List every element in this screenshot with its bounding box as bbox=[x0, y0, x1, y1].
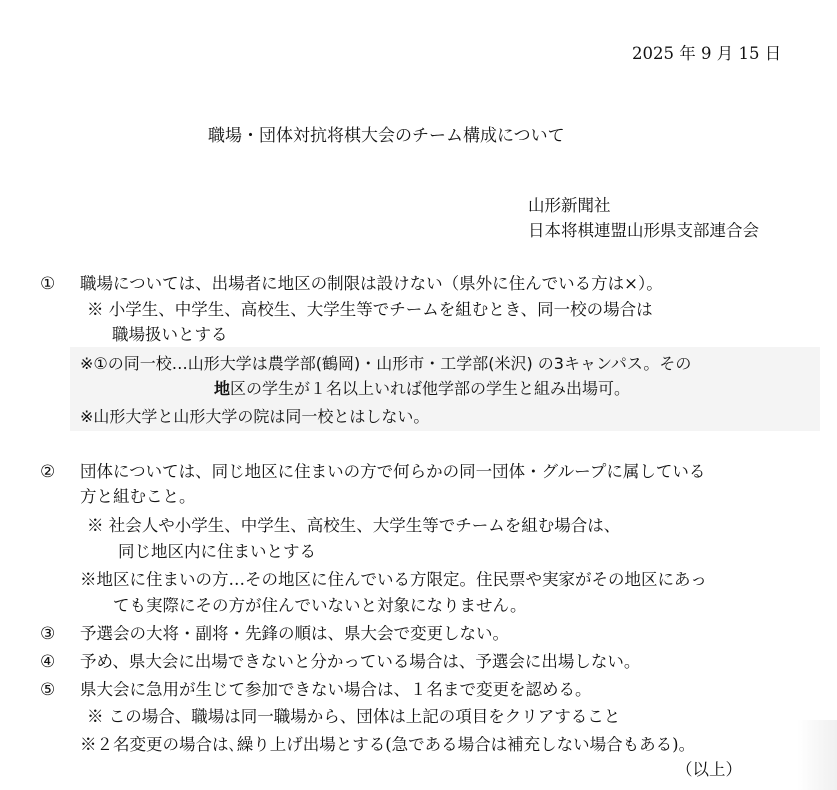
item-number-3: ③ bbox=[40, 624, 56, 644]
document-title: 職場・団体対抗将棋大会のチーム構成について bbox=[208, 126, 565, 146]
item-number-1: ① bbox=[40, 274, 56, 294]
item1-note2-line2 bbox=[214, 377, 630, 401]
item-number-4: ④ bbox=[40, 652, 56, 672]
item-text-5: 県大会に急用が生じて参加できない場合は、１名まで変更を認める。 bbox=[80, 680, 592, 699]
edge-shadow bbox=[797, 720, 837, 790]
organizer-2: 日本将棋連盟山形県支部連合会 bbox=[528, 221, 759, 240]
item1-note1-line2: 職場扱いとする bbox=[112, 325, 228, 344]
document-date: 2025 年 9 月 15 日 bbox=[632, 44, 782, 63]
item5-note1: ※ この場合、職場は同一職場から、団体は上記の項目をクリアすること bbox=[87, 707, 621, 726]
item-text-1: 職場については、出場者に地区の制限は設けない（県外に住んでいる方は×）。 bbox=[80, 274, 663, 293]
item1-note2-rest: 区の学生が１名以上いれば他学部の学生と組み出場可。 bbox=[230, 379, 631, 398]
item1-note2-line1: ※①の同一校…山形大学は農学部(鶴岡)・山形市・工学部(米沢) の3キャンパス。その bbox=[80, 354, 692, 373]
item1-note3: ※山形大学と山形大学の院は同一校とはしない。 bbox=[80, 407, 430, 426]
item-text-2-continued: 方と組むこと。 bbox=[80, 487, 196, 506]
item-text-3: 予選会の大将・副将・先鋒の順は、県大会で変更しない。 bbox=[80, 624, 509, 643]
item2-note1-line1: ※ 社会人や小学生、中学生、高校生、大学生等でチームを組む場合は、 bbox=[87, 516, 621, 535]
item-text-4: 予め、県大会に出場できないと分かっている場合は、予選会に出場しない。 bbox=[80, 652, 641, 671]
item2-note2-line1: ※地区に住まいの方…その地区に住んでいる方限定。住民票や実家がその地区にあっ bbox=[80, 570, 707, 589]
item-number-2: ② bbox=[40, 462, 56, 482]
item1-note1-line1: ※ 小学生、中学生、高校生、大学生等でチームを組むとき、同一校の場合は bbox=[87, 300, 653, 319]
closing-remark: （以上） bbox=[676, 760, 742, 779]
item-text-2: 団体については、同じ地区に住まいの方で何らかの同一団体・グループに属している bbox=[80, 462, 706, 481]
item2-note1-line2: 同じ地区内に住まいとする bbox=[118, 542, 316, 561]
organizer-1: 山形新聞社 bbox=[528, 196, 611, 215]
item1-note2-bold: 地 bbox=[214, 379, 231, 398]
item-number-5: ⑤ bbox=[40, 680, 56, 700]
item2-note2-line2: ても実際にその方が住んでいないと対象になりません。 bbox=[113, 596, 527, 615]
item5-note2: ※２名変更の場合は､繰り上げ出場とする(急である場合は補充しない場合もある)。 bbox=[80, 735, 696, 754]
